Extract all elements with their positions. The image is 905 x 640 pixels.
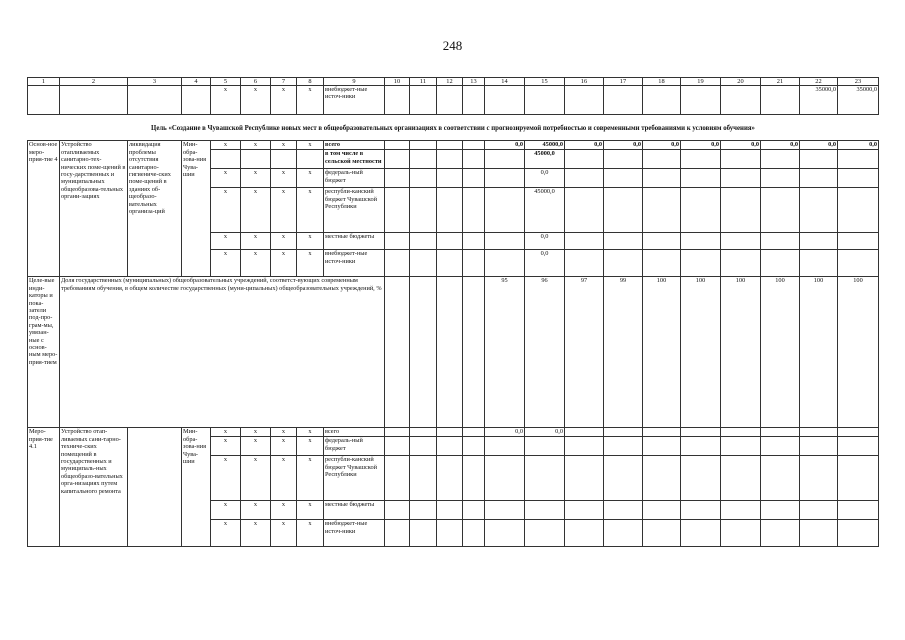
x-mark: x — [211, 141, 241, 150]
x-mark: x — [297, 250, 324, 277]
value-cell — [604, 169, 643, 188]
x-mark — [241, 150, 271, 169]
value-cell — [385, 150, 410, 169]
value-cell — [437, 428, 463, 437]
value-cell: 35000,0 — [800, 86, 838, 115]
column-number: 20 — [721, 78, 761, 86]
value-cell — [410, 428, 437, 437]
value-cell — [485, 437, 525, 456]
value-cell — [643, 169, 681, 188]
value-cell — [385, 188, 410, 233]
value-cell — [838, 169, 879, 188]
value-cell: 0,0 — [800, 141, 838, 150]
value-cell — [410, 188, 437, 233]
value-cell — [604, 520, 643, 547]
column-number: 18 — [643, 78, 681, 86]
value-cell — [721, 150, 761, 169]
empty-cell — [182, 86, 211, 115]
value-cell — [643, 188, 681, 233]
column-number-row — [28, 78, 879, 86]
value-cell — [565, 428, 604, 437]
value-cell — [721, 233, 761, 250]
value-cell — [643, 233, 681, 250]
value-cell — [437, 456, 463, 501]
column-number: 4 — [182, 78, 211, 86]
indicator-row — [28, 277, 879, 428]
value-cell — [565, 520, 604, 547]
value-cell — [410, 456, 437, 501]
column-number: 16 — [565, 78, 604, 86]
value-cell: 0,0 — [643, 141, 681, 150]
indicator-value: 96 — [525, 277, 565, 428]
empty-cell — [28, 86, 60, 115]
value-cell: 45000,0 — [525, 141, 565, 150]
value-cell — [437, 233, 463, 250]
value-cell — [643, 150, 681, 169]
value-cell: 45000,0 — [525, 150, 565, 169]
value-cell — [565, 169, 604, 188]
column-number: 23 — [838, 78, 879, 86]
value-cell — [761, 188, 800, 233]
value-cell — [800, 456, 838, 501]
value-cell — [485, 250, 525, 277]
funding-source: республи-канский бюджет Чувашской Республики — [324, 188, 385, 233]
x-mark: x — [271, 520, 297, 547]
value-cell — [437, 501, 463, 520]
executor: Мин-обра-зова-ния Чува-шии — [182, 428, 211, 547]
value-cell — [761, 169, 800, 188]
value-cell — [565, 250, 604, 277]
value-cell — [410, 277, 437, 428]
value-cell — [800, 428, 838, 437]
value-cell — [681, 520, 721, 547]
value-cell — [485, 86, 525, 115]
column-number: 8 — [297, 78, 324, 86]
value-cell — [410, 520, 437, 547]
value-cell — [761, 250, 800, 277]
value-cell — [604, 501, 643, 520]
column-number: 17 — [604, 78, 643, 86]
value-cell — [838, 456, 879, 501]
value-cell — [410, 501, 437, 520]
value-cell — [721, 437, 761, 456]
value-cell — [565, 437, 604, 456]
funding-source: федераль-ный бюджет — [324, 169, 385, 188]
value-cell — [525, 520, 565, 547]
value-cell — [525, 86, 565, 115]
value-cell — [565, 456, 604, 501]
indicator-label: Целе-вые инди-каторы и пока-затели под-про-грам-мы, увязан-ные с основ-ным меро-прия-тием — [28, 277, 60, 428]
x-mark: x — [297, 456, 324, 501]
x-mark: x — [241, 501, 271, 520]
value-cell — [410, 169, 437, 188]
value-cell — [681, 501, 721, 520]
column-number: 2 — [60, 78, 128, 86]
value-cell — [565, 150, 604, 169]
x-mark: x — [271, 501, 297, 520]
value-cell: 0,0 — [485, 428, 525, 437]
value-cell — [437, 150, 463, 169]
value-cell — [761, 456, 800, 501]
value-cell — [410, 141, 437, 150]
value-cell — [463, 169, 485, 188]
x-mark: x — [297, 520, 324, 547]
value-cell — [838, 188, 879, 233]
value-cell — [485, 233, 525, 250]
value-cell — [681, 188, 721, 233]
value-cell: 0,0 — [525, 169, 565, 188]
value-cell — [604, 456, 643, 501]
value-cell — [721, 86, 761, 115]
value-cell — [604, 437, 643, 456]
value-cell — [385, 520, 410, 547]
indicator-value: 100 — [643, 277, 681, 428]
value-cell — [838, 150, 879, 169]
value-cell — [681, 169, 721, 188]
value-cell — [604, 233, 643, 250]
x-mark: x — [211, 428, 241, 437]
value-cell: 35000,0 — [838, 86, 879, 115]
value-cell — [838, 520, 879, 547]
x-mark: x — [271, 86, 297, 115]
value-cell — [463, 141, 485, 150]
value-cell — [838, 501, 879, 520]
x-mark: x — [241, 169, 271, 188]
x-mark: x — [211, 250, 241, 277]
funding-source: республи-канский бюджет Чувашской Республики — [324, 456, 385, 501]
x-mark: x — [211, 188, 241, 233]
empty-cell — [128, 86, 182, 115]
column-number: 13 — [463, 78, 485, 86]
column-number: 3 — [128, 78, 182, 86]
budget-table — [27, 77, 879, 547]
x-mark: x — [297, 428, 324, 437]
value-cell — [385, 86, 410, 115]
value-cell — [838, 437, 879, 456]
value-cell — [463, 150, 485, 169]
value-cell — [385, 437, 410, 456]
value-cell — [565, 501, 604, 520]
column-number: 15 — [525, 78, 565, 86]
value-cell — [761, 233, 800, 250]
value-cell — [485, 520, 525, 547]
x-mark: x — [211, 86, 241, 115]
value-cell — [485, 456, 525, 501]
value-cell — [437, 141, 463, 150]
x-mark: x — [271, 437, 297, 456]
value-cell — [643, 428, 681, 437]
value-cell — [485, 501, 525, 520]
value-cell — [604, 86, 643, 115]
x-mark: x — [271, 141, 297, 150]
page-number: 248 — [442, 38, 463, 53]
value-cell — [463, 456, 485, 501]
funding-source: внебюджет-ные источ-ники — [324, 86, 385, 115]
indicator-value: 100 — [800, 277, 838, 428]
value-cell: 0,0 — [525, 233, 565, 250]
column-number: 10 — [385, 78, 410, 86]
value-cell — [410, 437, 437, 456]
funding-source: внебюджет-ные источ-ники — [324, 520, 385, 547]
x-mark: x — [271, 169, 297, 188]
measure-type: Меро-прия-тие 4.1 — [28, 428, 60, 547]
value-cell — [463, 501, 485, 520]
funding-source: федераль-ный бюджет — [324, 437, 385, 456]
x-mark: x — [297, 501, 324, 520]
value-cell — [463, 86, 485, 115]
x-mark: x — [241, 233, 271, 250]
x-mark: x — [241, 141, 271, 150]
x-mark — [271, 150, 297, 169]
value-cell — [437, 250, 463, 277]
value-cell — [721, 520, 761, 547]
value-cell — [604, 250, 643, 277]
x-mark: x — [271, 188, 297, 233]
column-number: 6 — [241, 78, 271, 86]
value-cell — [604, 188, 643, 233]
value-cell — [385, 169, 410, 188]
value-cell — [565, 188, 604, 233]
value-cell: 0,0 — [565, 141, 604, 150]
x-mark: x — [241, 520, 271, 547]
value-cell — [385, 277, 410, 428]
x-mark: x — [211, 233, 241, 250]
value-cell — [565, 233, 604, 250]
funding-source: местные бюджеты — [324, 501, 385, 520]
value-cell: 0,0 — [838, 141, 879, 150]
value-cell — [463, 250, 485, 277]
x-mark: x — [241, 86, 271, 115]
value-cell — [721, 456, 761, 501]
value-cell — [385, 141, 410, 150]
value-cell — [800, 150, 838, 169]
x-mark: x — [241, 437, 271, 456]
value-cell — [643, 501, 681, 520]
executor: Мин-обра-зова-ния Чува-шии — [182, 141, 211, 277]
value-cell — [437, 277, 463, 428]
measure-goal: ликвидация проблемы отсутствия санитарно-гигиениче-ских поме-щений в зданиях об-щеобразо-вательных организа-ций — [128, 141, 182, 277]
x-mark: x — [271, 456, 297, 501]
value-cell — [410, 250, 437, 277]
value-cell — [721, 169, 761, 188]
value-cell — [565, 86, 604, 115]
indicator-value: 97 — [565, 277, 604, 428]
column-number: 11 — [410, 78, 437, 86]
value-cell: 0,0 — [525, 250, 565, 277]
value-cell: 0,0 — [761, 141, 800, 150]
value-cell — [643, 456, 681, 501]
column-number: 5 — [211, 78, 241, 86]
x-mark: x — [211, 520, 241, 547]
measure-name: Устройство отап-ливаемых сани-тарно-техниче-ских помещений в государственных и муниципаль-ных общеобразо-вательных орга-низациях путем капитального ремонта — [60, 428, 128, 547]
funding-source: всего — [324, 141, 385, 150]
column-number: 7 — [271, 78, 297, 86]
x-mark: x — [297, 86, 324, 115]
indicator-value: 100 — [838, 277, 879, 428]
value-cell — [800, 520, 838, 547]
value-cell: 0,0 — [525, 428, 565, 437]
column-number: 9 — [324, 78, 385, 86]
column-number: 12 — [437, 78, 463, 86]
value-cell — [800, 188, 838, 233]
value-cell — [437, 437, 463, 456]
value-cell: 45000,0 — [525, 188, 565, 233]
indicator-value: 100 — [681, 277, 721, 428]
table-row — [28, 428, 879, 437]
x-mark: x — [211, 501, 241, 520]
x-mark: x — [271, 428, 297, 437]
value-cell — [721, 250, 761, 277]
column-number: 22 — [800, 78, 838, 86]
column-number: 21 — [761, 78, 800, 86]
x-mark — [211, 150, 241, 169]
x-mark: x — [241, 456, 271, 501]
x-mark: x — [211, 456, 241, 501]
x-mark: x — [297, 437, 324, 456]
funding-source: внебюджет-ные источ-ники — [324, 250, 385, 277]
value-cell — [761, 428, 800, 437]
value-cell — [761, 437, 800, 456]
value-cell — [681, 428, 721, 437]
value-cell: 0,0 — [721, 141, 761, 150]
measure-type: Основ-ное меро-прия-тие 4 — [28, 141, 60, 277]
measure-goal — [128, 428, 182, 547]
x-mark — [297, 150, 324, 169]
value-cell — [800, 501, 838, 520]
value-cell — [721, 501, 761, 520]
value-cell — [525, 437, 565, 456]
funding-source: в том числе в сельской местности — [324, 150, 385, 169]
value-cell — [485, 188, 525, 233]
value-cell — [604, 150, 643, 169]
x-mark: x — [297, 169, 324, 188]
value-cell — [721, 188, 761, 233]
value-cell — [800, 437, 838, 456]
value-cell — [800, 169, 838, 188]
column-number: 19 — [681, 78, 721, 86]
x-mark: x — [241, 428, 271, 437]
x-mark: x — [211, 169, 241, 188]
value-cell — [681, 150, 721, 169]
x-mark: x — [297, 233, 324, 250]
indicator-value: 100 — [761, 277, 800, 428]
value-cell: 0,0 — [681, 141, 721, 150]
value-cell — [525, 456, 565, 501]
indicator-value: 99 — [604, 277, 643, 428]
value-cell — [604, 428, 643, 437]
value-cell — [385, 428, 410, 437]
value-cell — [437, 86, 463, 115]
value-cell — [681, 456, 721, 501]
value-cell — [385, 501, 410, 520]
indicator-value: 95 — [485, 277, 525, 428]
table-row — [28, 141, 879, 150]
value-cell — [385, 233, 410, 250]
value-cell — [463, 233, 485, 250]
value-cell — [643, 437, 681, 456]
indicator-text: Доля государственных (муниципальных) общеобразовательных учреждений, соответст-вующих современным требованиям обучения, в общем количестве государственных (муни-ципальных) общеобразовательных учреждений, % — [60, 277, 385, 428]
value-cell — [681, 86, 721, 115]
x-mark: x — [241, 250, 271, 277]
value-cell — [410, 233, 437, 250]
value-cell — [761, 501, 800, 520]
continuation-row — [28, 86, 879, 115]
column-number: 14 — [485, 78, 525, 86]
value-cell — [463, 188, 485, 233]
value-cell — [681, 250, 721, 277]
value-cell — [721, 428, 761, 437]
x-mark: x — [297, 188, 324, 233]
x-mark: x — [271, 250, 297, 277]
value-cell — [643, 520, 681, 547]
value-cell — [485, 150, 525, 169]
value-cell — [463, 428, 485, 437]
measure-name: Устройство отапливаемых санитарно-тех-нических поме-щений в госу-дарственных и муниципальных общеобразова-тельных органи-зациях — [60, 141, 128, 277]
value-cell — [838, 428, 879, 437]
value-cell — [410, 150, 437, 169]
indicator-value: 100 — [721, 277, 761, 428]
value-cell — [761, 520, 800, 547]
value-cell — [437, 188, 463, 233]
value-cell: 0,0 — [485, 141, 525, 150]
value-cell — [410, 86, 437, 115]
value-cell — [643, 250, 681, 277]
value-cell — [838, 250, 879, 277]
value-cell — [525, 501, 565, 520]
value-cell — [463, 520, 485, 547]
value-cell — [385, 250, 410, 277]
value-cell — [463, 437, 485, 456]
value-cell — [838, 233, 879, 250]
column-number: 1 — [28, 78, 60, 86]
value-cell — [385, 456, 410, 501]
x-mark: x — [241, 188, 271, 233]
funding-source: местные бюджеты — [324, 233, 385, 250]
value-cell — [437, 169, 463, 188]
value-cell — [463, 277, 485, 428]
value-cell — [800, 250, 838, 277]
value-cell — [643, 86, 681, 115]
value-cell — [485, 169, 525, 188]
value-cell: 0,0 — [604, 141, 643, 150]
value-cell — [681, 437, 721, 456]
value-cell — [761, 150, 800, 169]
value-cell — [761, 86, 800, 115]
value-cell — [681, 233, 721, 250]
x-mark: x — [211, 437, 241, 456]
funding-source: всего — [324, 428, 385, 437]
x-mark: x — [271, 233, 297, 250]
value-cell — [437, 520, 463, 547]
x-mark: x — [297, 141, 324, 150]
goal-title: Цель «Создание в Чувашской Республике новых мест в общеобразовательных организациях в соответствии с прогнозируемой потребностью и современными требованиями к условиям обучения» — [28, 115, 879, 141]
empty-cell — [60, 86, 128, 115]
goal-row — [28, 115, 879, 141]
value-cell — [800, 233, 838, 250]
